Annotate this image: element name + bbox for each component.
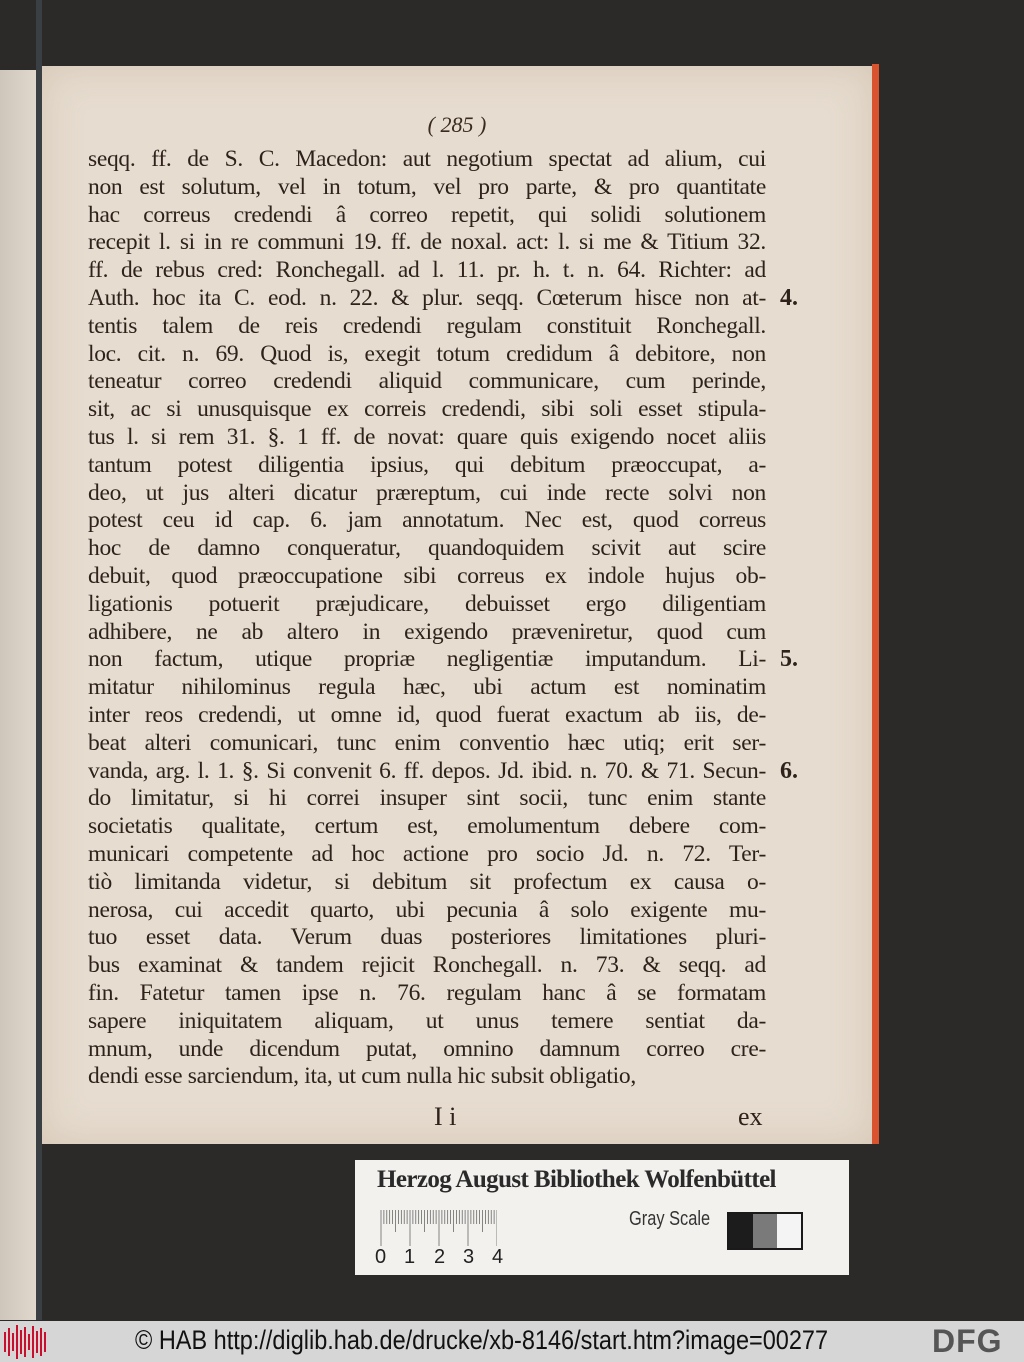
gray-scale-swatches bbox=[727, 1212, 803, 1250]
text-line: bus examinat & tandem rejicit Ronchegall. n. 73. & seqq. ad bbox=[88, 952, 766, 979]
logo-bar bbox=[24, 1327, 26, 1357]
facing-page-edge bbox=[0, 70, 36, 1320]
text-line: teneatur correo credendi aliquid communicare, cum perinde, bbox=[88, 368, 766, 395]
ruler-label: 1 bbox=[404, 1246, 416, 1268]
text-line: tantum potest diligentia ipsius, qui debitum præoccupat, a- bbox=[88, 451, 766, 478]
logo-bar bbox=[40, 1328, 42, 1356]
text-line: seqq. ff. de S. C. Macedon: aut negotium spectat ad alium, cui bbox=[88, 146, 766, 172]
logo-bar bbox=[20, 1330, 22, 1354]
text-line: tiò limitanda videtur, si debitum sit profectum ex causa o- bbox=[88, 868, 766, 895]
book-page bbox=[42, 66, 872, 1144]
text-line: recepit l. si in re communi 19. ff. de noxal. act: l. si me & Titium 32. bbox=[88, 229, 766, 256]
text-line: ligationis potuerit præjudicare, debuisset ergo diligentiam bbox=[88, 590, 766, 617]
page-body-text bbox=[88, 146, 766, 1091]
ruler-label: 3 bbox=[463, 1246, 475, 1268]
text-line: do limitatur, si hi correi insuper sint socii, tunc enim stante bbox=[88, 785, 766, 812]
logo-bar bbox=[28, 1334, 30, 1350]
text-line: tus l. si rem 31. §. 1 ff. de novat: quare quis exigendo nocet aliis bbox=[88, 423, 766, 450]
ruler-label: 2 bbox=[434, 1246, 446, 1268]
margin-note: 4. bbox=[780, 285, 798, 311]
text-line: debuit, quod præoccupatione sibi correus ex indole hujus ob- bbox=[88, 562, 766, 589]
text-line: fin. Fatetur tamen ipse n. 76. regulam hanc â se formatam bbox=[88, 979, 766, 1006]
ruler-label: 4 bbox=[492, 1246, 504, 1268]
logo-bar bbox=[16, 1325, 18, 1359]
text-line: ff. de rebus cred: Ronchegall. ad l. 11. pr. h. t. n. 64. Richter: ad bbox=[88, 257, 766, 284]
scale-card bbox=[355, 1160, 849, 1275]
ruler-label: 0 bbox=[375, 1246, 387, 1268]
gray-scale-label: Gray Scale bbox=[629, 1208, 711, 1230]
catchword: ex bbox=[738, 1102, 763, 1131]
text-line: hac correus credendi â correo repetit, qui solidi solutionem bbox=[88, 201, 766, 228]
text-line: sapere iniquitatem aliquam, ut unus temere sentiat da- bbox=[88, 1007, 766, 1034]
ruler-scale bbox=[379, 1210, 497, 1246]
text-line: societatis qualitate, certum est, emolumentum debere com- bbox=[88, 813, 766, 840]
footer-bar bbox=[0, 1321, 1024, 1362]
gray-swatch bbox=[777, 1214, 801, 1248]
text-line: potest ceu id cap. 6. jam annotatum. Nec est, quod correus bbox=[88, 507, 766, 534]
logo-bar bbox=[36, 1331, 38, 1353]
text-line: mitatur nihilominus regula hæc, ubi actum est nominatim bbox=[88, 674, 766, 701]
text-line: deo, ut jus alteri dicatur præreptum, cui inde recte solvi non bbox=[88, 479, 766, 506]
text-line: vanda, arg. l. 1. §. Si convenit 6. ff. depos. Jd. ibid. n. 70. & 71. Secun- bbox=[88, 757, 766, 784]
text-line: nerosa, cui accedit quarto, ubi pecunia â solo exigente mu- bbox=[88, 896, 766, 923]
text-line: non factum, utique propriæ negligentiæ imputandum. Li- bbox=[88, 646, 766, 673]
text-line: hoc de damno conqueratur, quandoquidem scivit aut scire bbox=[88, 535, 766, 562]
logo-bar bbox=[12, 1333, 14, 1351]
text-line: Auth. hoc ita C. eod. n. 22. & plur. seqq. Cœterum hisce non at- bbox=[88, 284, 766, 311]
text-line: beat alteri comunicari, tunc enim conventio hæc utiq; erit ser- bbox=[88, 729, 766, 756]
red-page-edge bbox=[872, 64, 879, 1144]
page-number: ( 285 ) bbox=[427, 112, 487, 137]
dfg-logo: DFG bbox=[932, 1323, 1003, 1359]
logo-bar bbox=[4, 1332, 6, 1352]
logo-bar bbox=[8, 1328, 10, 1356]
logo-bar bbox=[44, 1332, 46, 1352]
text-line: adhibere, ne ab altero in exigendo præveniretur, quod cum bbox=[88, 618, 766, 645]
signature-mark: I i bbox=[434, 1102, 457, 1131]
gray-swatch bbox=[729, 1214, 753, 1248]
library-name: Herzog August Bibliothek Wolfenbüttel bbox=[377, 1166, 776, 1193]
text-line: mnum, unde dicendum putat, omnino damnum correo cre- bbox=[88, 1035, 766, 1062]
gray-swatch bbox=[753, 1214, 777, 1248]
text-line: tentis talem de reis credendi regulam constituit Ronchegall. bbox=[88, 312, 766, 339]
logo-bar bbox=[32, 1326, 34, 1358]
text-line: loc. cit. n. 69. Quod is, exegit totum credidum â debitore, non bbox=[88, 340, 766, 367]
text-line: sit, ac si unusquisque ex correis credendi, sibi soli esset stipula- bbox=[88, 396, 766, 423]
text-line: municari competente ad hoc actione pro socio Jd. n. 72. Ter- bbox=[88, 840, 766, 867]
copyright-link[interactable]: © HAB http://diglib.hab.de/drucke/xb-8146/start.htm?image=00277 bbox=[135, 1325, 829, 1355]
text-line: inter reos credendi, ut omne id, quod fuerat exactum ab iis, de- bbox=[88, 701, 766, 728]
text-line: dendi esse sarciendum, ita, ut cum nulla hic subsit obligatio, bbox=[88, 1063, 636, 1090]
hab-logo-icon bbox=[4, 1325, 46, 1359]
margin-note: 6. bbox=[780, 758, 798, 784]
margin-note: 5. bbox=[780, 646, 798, 672]
text-line: non est solutum, vel in totum, vel pro parte, & pro quantitate bbox=[88, 173, 766, 200]
text-line: tuo esset data. Verum duas posteriores limitationes pluri- bbox=[88, 924, 766, 951]
